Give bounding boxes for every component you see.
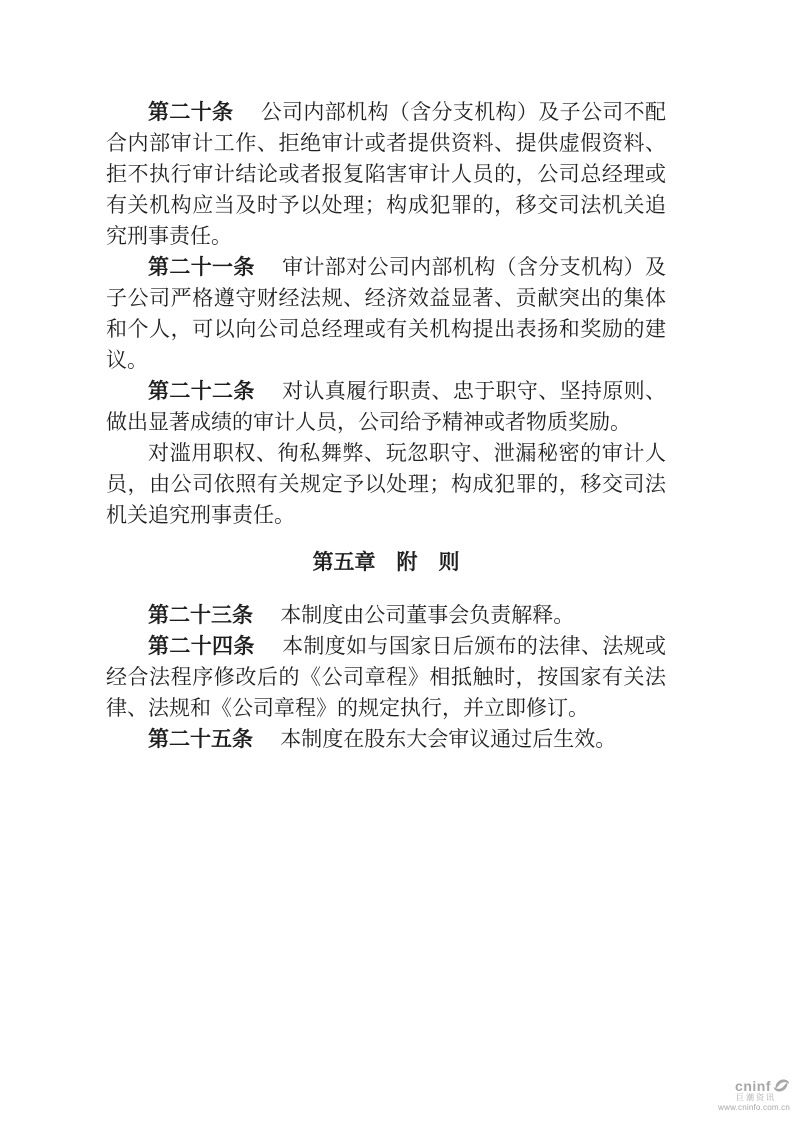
cninfo-logo-row xyxy=(735,1078,790,1094)
paragraph-article-23 xyxy=(106,600,666,631)
article-number: 第二十五条 xyxy=(148,727,253,751)
cninfo-url: www.cninfo.com.cn xyxy=(718,1102,790,1112)
article-number: 第二十一条 xyxy=(148,255,255,279)
paragraph-article-22-continued xyxy=(106,438,666,531)
article-number: 第二十条 xyxy=(148,100,234,124)
article-text: 公司内部机构（含分支机构）及子公司不配合内部审计工作、拒绝审计或者提供资料、提供虚假资料、拒不执行审计结论或者报复陷害审计人员的，公司总经理或有关机构应当及时予以处理；构成犯罪的，移交司法机关追究刑事责任。 xyxy=(106,100,667,248)
document-body xyxy=(106,97,666,755)
cninfo-watermark xyxy=(718,1078,790,1112)
paragraph-article-25 xyxy=(106,724,666,755)
cninfo-swirl-icon xyxy=(773,1078,790,1093)
article-number: 第二十二条 xyxy=(148,379,255,403)
article-text: 审计部对公司内部机构（含分支机构）及子公司严格遵守财经法规、经济效益显著、贡献突出的集体和个人，可以向公司总经理或有关机构提出表扬和奖励的建议。 xyxy=(106,255,667,372)
paragraph-article-24 xyxy=(106,631,666,724)
article-number: 第二十三条 xyxy=(148,603,253,627)
cninfo-logo-text: cninf xyxy=(735,1077,771,1094)
article-text: 本制度由公司董事会负责解释。 xyxy=(280,603,575,627)
paragraph-article-21 xyxy=(106,252,666,376)
article-text: 本制度如与国家日后颁布的法律、法规或经合法程序修改后的《公司章程》相抵触时，按国家有关法律、法规和《公司章程》的规定执行，并立即修订。 xyxy=(106,634,667,720)
article-text: 本制度在股东大会审议通过后生效。 xyxy=(280,727,617,751)
paragraph-article-20 xyxy=(106,97,666,252)
paragraph-article-22 xyxy=(106,376,666,438)
article-text: 对滥用职权、徇私舞弊、玩忽职守、泄漏秘密的审计人员，由公司依照有关规定予以处理；构成犯罪的，移交司法机关追究刑事责任。 xyxy=(106,441,666,527)
article-text: 对认真履行职责、忠于职守、坚持原则、做出显著成绩的审计人员，公司给予精神或者物质奖励。 xyxy=(106,379,667,434)
article-number: 第二十四条 xyxy=(148,634,255,658)
chapter-heading: 第五章 附 则 xyxy=(312,550,460,574)
cninfo-chinese-name: 巨潮资讯 xyxy=(736,1092,776,1102)
